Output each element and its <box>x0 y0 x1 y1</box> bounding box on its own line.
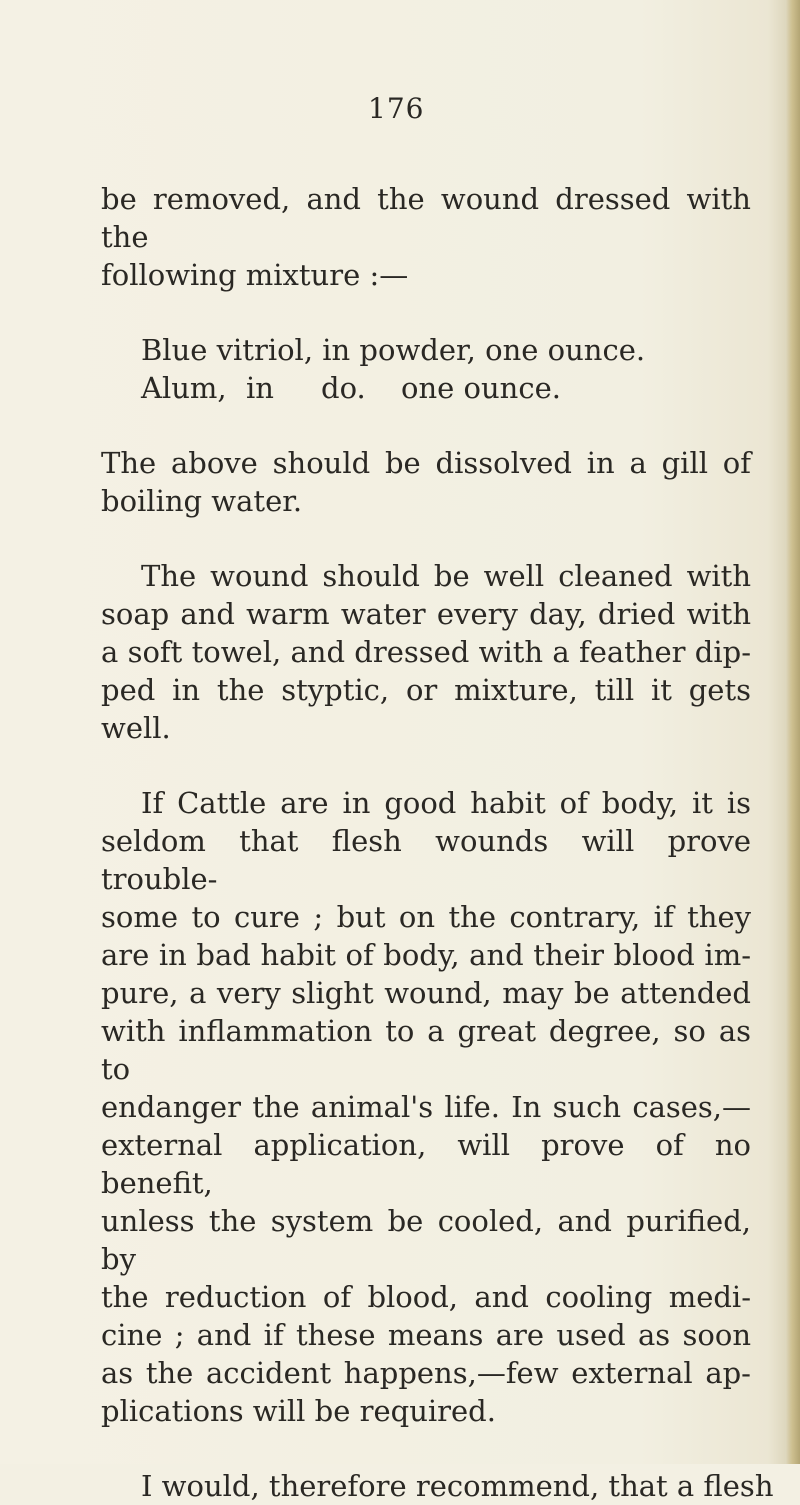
text-line: endanger the animal's life. In such cases,— <box>101 1090 751 1124</box>
text-line: I would, therefore recommend, that a flesh <box>141 1469 774 1503</box>
text-line: unless the system be cooled, and purified, by <box>101 1204 751 1276</box>
text-line: following mixture :— <box>101 258 409 292</box>
text-line: are in bad habit of body, and their blood im- <box>101 938 751 972</box>
paragraph <box>101 444 751 520</box>
text-line: ped in the styptic, or mixture, till it gets <box>101 673 751 707</box>
paragraph-gap <box>101 747 751 784</box>
text-line: The wound should be well cleaned with <box>141 559 751 593</box>
recipe-item-text: Blue vitriol, in powder, one ounce. <box>141 333 646 367</box>
text-line: external application, will prove of no benefit, <box>101 1128 751 1200</box>
text-line: cine ; and if these means are used as soon <box>101 1318 751 1352</box>
text-line: a soft towel, and dressed with a feather dip- <box>101 635 751 669</box>
text-line: the reduction of blood, and cooling medi- <box>101 1280 751 1314</box>
paragraph <box>101 180 751 294</box>
text-line: as the accident happens,—few external ap- <box>101 1356 751 1390</box>
recipe-item-cell: one ounce. <box>401 371 561 405</box>
paragraph <box>101 784 751 1430</box>
text-line: soap and warm water every day, dried with <box>101 597 751 631</box>
text-line: pure, a very slight wound, may be attended <box>101 976 751 1010</box>
text-line: plications will be required. <box>101 1394 496 1428</box>
recipe-item <box>141 331 751 369</box>
text-line: with inflammation to a great degree, so as to <box>101 1014 751 1086</box>
paragraph-gap <box>101 1430 751 1467</box>
text-line: boiling water. <box>101 484 303 518</box>
page-number: 176 <box>368 92 425 125</box>
paragraph-gap <box>101 294 751 331</box>
page-body-text <box>101 180 774 1505</box>
text-line: The above should be dissolved in a gill of <box>101 446 751 480</box>
text-line: well. <box>101 711 171 745</box>
page-edge <box>786 0 800 1464</box>
recipe-item-cell: in <box>246 371 274 405</box>
recipe-list <box>101 331 751 407</box>
text-line: some to cure ; but on the contrary, if they <box>101 900 751 934</box>
text-line: If Cattle are in good habit of body, it is <box>141 786 751 820</box>
paragraph <box>101 1467 774 1505</box>
recipe-item-cell: Alum, <box>141 371 227 405</box>
recipe-item-cell: do. <box>321 371 366 405</box>
paragraph-gap <box>101 407 751 444</box>
text-line: be removed, and the wound dressed with the <box>101 182 751 254</box>
paragraph-gap <box>101 520 751 557</box>
paragraph <box>101 557 751 747</box>
recipe-item <box>141 369 751 407</box>
text-line: seldom that flesh wounds will prove trouble- <box>101 824 751 896</box>
